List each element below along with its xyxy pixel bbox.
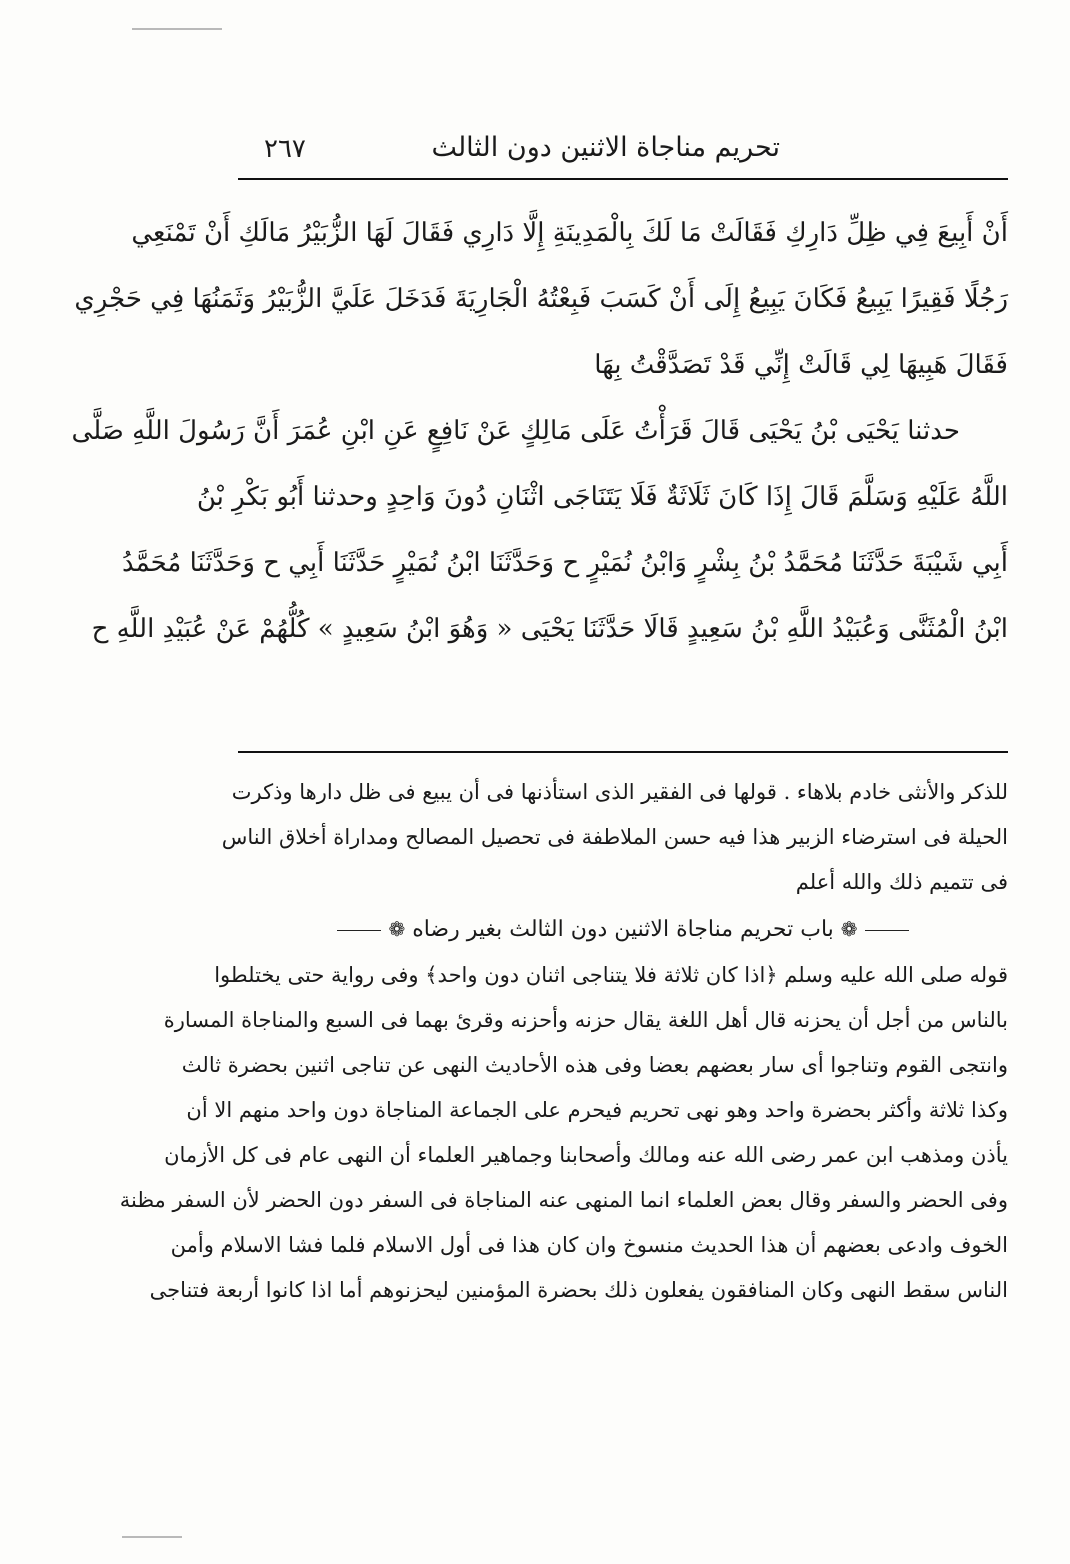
chapter-heading — [238, 905, 1008, 953]
hadith-line: فَقَالَ هَبِيهَا لِي قَالَتْ إِنِّي قَدْ تَصَدَّقْتُ بِهَا — [594, 350, 1008, 380]
commentary-line: وفى الحضر والسفر وقال بعض العلماء انما المنهى عنه المناجاة فى السفر دون الحضر لأن السفر مظنة — [119, 1188, 1008, 1212]
ornament-icon: ❁ — [840, 917, 858, 941]
hadith-line: أَبِي شَيْبَةَ حَدَّثَنَا مُحَمَّدُ بْنُ بِشْرٍ وَابْنُ نُمَيْرٍ ح وَحَدَّثَنَا ابْنُ نُمَيْرٍ حَدَّثَنَا أَبِي ح وَحَدَّثَنَا مُحَمَّدُ — [121, 548, 1008, 578]
commentary-line: فى تتميم ذلك والله أعلم — [795, 870, 1008, 894]
ornament-icon: ❁ — [388, 917, 406, 941]
page-header — [238, 128, 1008, 174]
commentary-line: بالناس من أجل أن يحزنه قال أهل اللغة يقال حزنه وأحزنه وقرئ بهما فى السبع والمناجاة المسارة — [163, 1008, 1008, 1032]
hadith-line: اللَّهُ عَلَيْهِ وَسَلَّمَ قَالَ إِذَا كَانَ ثَلَاثَةٌ فَلَا يَتَنَاجَى اثْنَانِ دُونَ وَاحِدٍ وحدثنا أَبُو بَكْرِ بْنُ — [196, 482, 1008, 512]
page-number: ٢٦٧ — [264, 134, 306, 164]
heading-dash — [337, 930, 381, 931]
commentary-line: الحيلة فى استرضاء الزبير هذا فيه حسن الملاطفة فى تحصيل المصالح ومداراة أخلاق الناس — [221, 825, 1008, 849]
running-title: تحريم مناجاة الاثنين دون الثالث — [431, 132, 780, 163]
scan-speck — [132, 28, 222, 30]
commentary-line: وانتجى القوم وتناجوا أى سار بعضهم بعضا وفى هذه الأحاديث النهى عن تناجى اثنين بحضرة ثالث — [181, 1053, 1008, 1077]
heading-dash — [865, 930, 909, 931]
commentary-line: وكذا ثلاثة وأكثر بحضرة واحد وهو نهى تحريم فيحرم على الجماعة المناجاة دون واحد منهم الا أن — [186, 1098, 1008, 1122]
hadith-line: رَجُلًا فَقِيرًا يَبِيعُ فَكَانَ يَبِيعُ إِلَى أَنْ كَسَبَ فَبِعْتُهُ الْجَارِيَةَ فَدَخَلَ عَلَيَّ الزُّبَيْرُ وَثَمَنُهَا فِي حَجْرِي — [74, 284, 1008, 314]
hadith-line: أَنْ أَبِيعَ فِي ظِلِّ دَارِكِ فَقَالَتْ مَا لَكَ بِالْمَدِينَةِ إِلَّا دَارِي فَقَالَ لَهَا الزُّبَيْرُ مَالَكِ أَنْ تَمْنَعِي — [131, 218, 1008, 248]
hadith-line: ابْنُ الْمُثَنَّى وَعُبَيْدُ اللَّهِ بْنُ سَعِيدٍ قَالَا حَدَّثَنَا يَحْيَى « وَهُوَ ابْنُ سَعِيدٍ » كُلُّهُمْ عَنْ عُبَيْدِ اللَّهِ ح — [91, 614, 1008, 644]
hadith-line: حدثنا يَحْيَى بْنُ يَحْيَى قَالَ قَرَأْتُ عَلَى مَالِكٍ عَنْ نَافِعٍ عَنِ ابْنِ عُمَرَ أَنَّ رَسُولَ اللَّهِ صَلَّى — [71, 416, 960, 446]
commentary — [119, 770, 1008, 1313]
chapter-heading-text: باب تحريم مناجاة الاثنين دون الثالث بغير رضاه — [412, 917, 834, 942]
commentary-line: قوله صلى الله عليه وسلم ﴿اذا كان ثلاثة فلا يتناجى اثنان دون واحد﴾ وفى رواية حتى يختلطوا — [214, 963, 1008, 987]
commentary-line: للذكر والأنثى خادم بلاهاء . قولها فى الفقير الذى استأذنها فى أن يبيع فى ظل دارها وذكرت — [231, 780, 1008, 804]
commentary-line: الخوف وادعى بعضهم أن هذا الحديث منسوخ وان كان هذا فى أول الاسلام فلما فشا الاسلام وأمن — [170, 1233, 1008, 1257]
commentary-separator — [238, 751, 1008, 753]
commentary-line: يأذن ومذهب ابن عمر رضى الله عنه ومالك وأصحابنا وجماهير العلماء أن النهى عام فى كل الأزمان — [164, 1143, 1008, 1167]
commentary-line: الناس سقط النهى وكان المنافقون يفعلون ذلك بحضرة المؤمنين ليحزنوهم أما اذا كانوا أربعة فتناجى — [149, 1278, 1008, 1302]
scan-speck — [122, 1536, 182, 1538]
header-rule — [238, 178, 1008, 180]
hadith-text — [71, 200, 1008, 662]
